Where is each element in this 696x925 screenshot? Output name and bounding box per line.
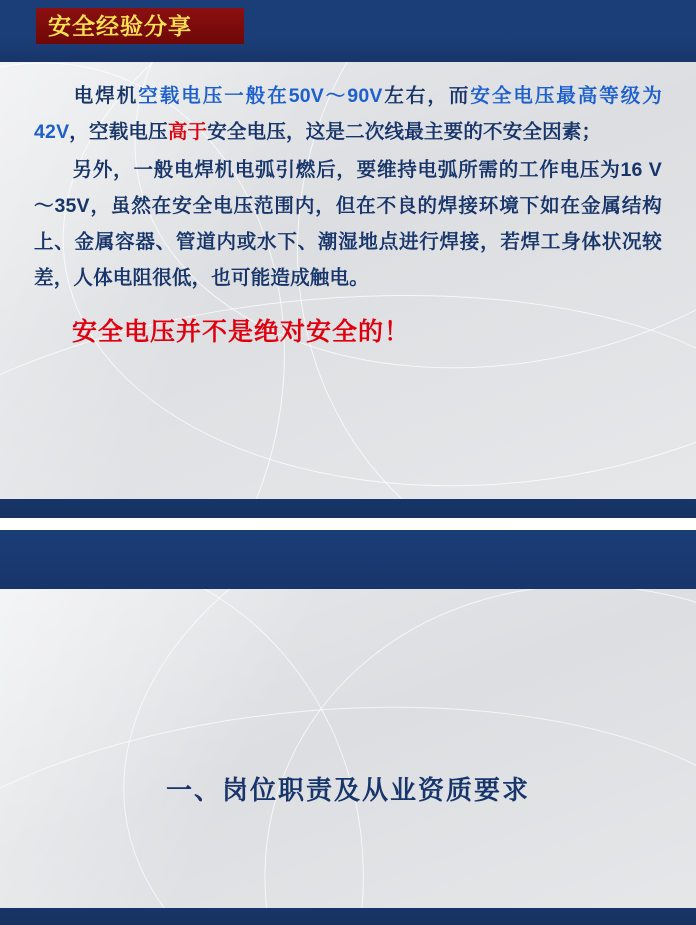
run-text: 另外，一般电焊机电弧引燃后，要维持电弧所需的工作电压为16 V～35V，虽然在安全电压范围内，但在不良的焊接环境下如在金属结构上、金属容器、管道内或水下、潮湿地点进行焊接，若焊工身体状况较差，人体电阻很低，也可能造成触电。 [34, 159, 662, 289]
decorative-curve-icon [77, 530, 696, 925]
slide-footer-bar [0, 908, 696, 925]
slide-footer-bar [0, 499, 696, 518]
run-text-highlight-blue: 空载电压一般在50V～90V [138, 85, 383, 107]
paragraph-2 [34, 152, 662, 296]
run-text: ，空载电压 [69, 121, 168, 143]
paragraph-1 [34, 78, 662, 150]
section-heading: 一、岗位职责及从业资质要求 [165, 775, 530, 805]
decorative-curve-icon [175, 530, 696, 925]
decorative-curve-icon [0, 530, 435, 925]
run-text: 电焊机 [72, 85, 139, 107]
run-text-highlight-blue: 安全电压最高等级为42V [34, 85, 662, 143]
run-text-highlight-red: 高于 [167, 121, 208, 143]
conclusion-text: 安全电压并不是绝对安全的！ [72, 318, 411, 346]
run-text: 安全电压，这是二次线最主要的不安全因素； [207, 121, 602, 143]
run-text: 左右，而 [382, 85, 471, 107]
slide-section-divider [0, 530, 696, 925]
slide-body [34, 78, 662, 350]
page-title: 安全经验分享 [48, 13, 192, 39]
slide-header-bar [0, 530, 696, 589]
slide-separator [0, 518, 696, 530]
